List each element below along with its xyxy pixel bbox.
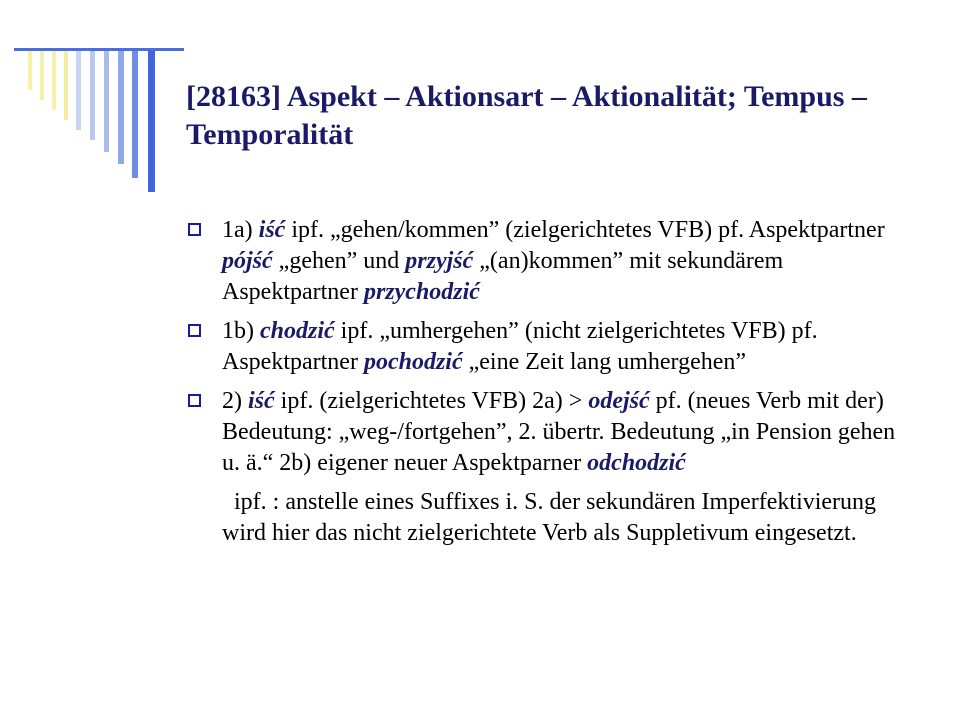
bullet-item: [186, 386, 916, 479]
slide-title: [28163] Aspekt – Aktionsart – Aktionalität; Tempus – Temporalität: [186, 80, 867, 151]
verb-term: pochodzić: [363, 349, 463, 375]
bullet-item: [186, 215, 916, 308]
verb-term: chodzić: [260, 318, 335, 344]
continuation-paragraph: [186, 487, 916, 549]
bullet-text: [222, 217, 885, 305]
text-run: ipf. „umhergehen” (nicht zielgerichtetes VFB) pf. Aspektpartner: [222, 318, 818, 375]
text-run: „(an)kommen” mit sekundärem Aspektpartner: [222, 248, 784, 305]
continuation-text: ipf. : anstelle eines Suffixes i. S. der sekundären Imperfektivierung wird hier das nicht zielgerichtete Verb als Suppletivum eingesetzt.: [222, 489, 877, 546]
text-run: „eine Zeit lang umhergehen”: [462, 349, 747, 375]
text-run: „gehen” und: [272, 248, 406, 274]
verb-term: pójść: [222, 248, 273, 274]
verb-term: odchodzić: [587, 450, 686, 476]
bullet-text: [222, 318, 818, 375]
corner-decoration: [0, 0, 200, 200]
bullet-item: [186, 316, 916, 378]
text-run: 2): [222, 388, 248, 414]
square-bullet-icon: [188, 394, 201, 407]
square-bullet-icon: [188, 223, 201, 236]
verb-term: iść: [248, 388, 275, 414]
verb-term: odejść: [588, 388, 650, 414]
text-run: 1b): [222, 318, 260, 344]
bullet-text: [222, 388, 895, 476]
verb-term: iść: [258, 217, 286, 243]
slide-body: [186, 215, 916, 549]
text-run: ipf. (zielgerichtetes VFB) 2a) >: [274, 388, 589, 414]
text-run: pf. (neues Verb mit der) Bedeutung: „weg-/fortgehen”, 2. übertr. Bedeutung „in Pension gehen u. ä.“ 2b) eigener neuer Aspektparner: [222, 388, 896, 476]
verb-term: przychodzić: [363, 279, 480, 305]
text-run: 1a): [222, 217, 259, 243]
square-bullet-icon: [188, 324, 201, 337]
text-run: ipf. „gehen/kommen” (zielgerichtetes VFB) pf. Aspektpartner: [285, 217, 885, 243]
verb-term: przyjść: [405, 248, 474, 274]
